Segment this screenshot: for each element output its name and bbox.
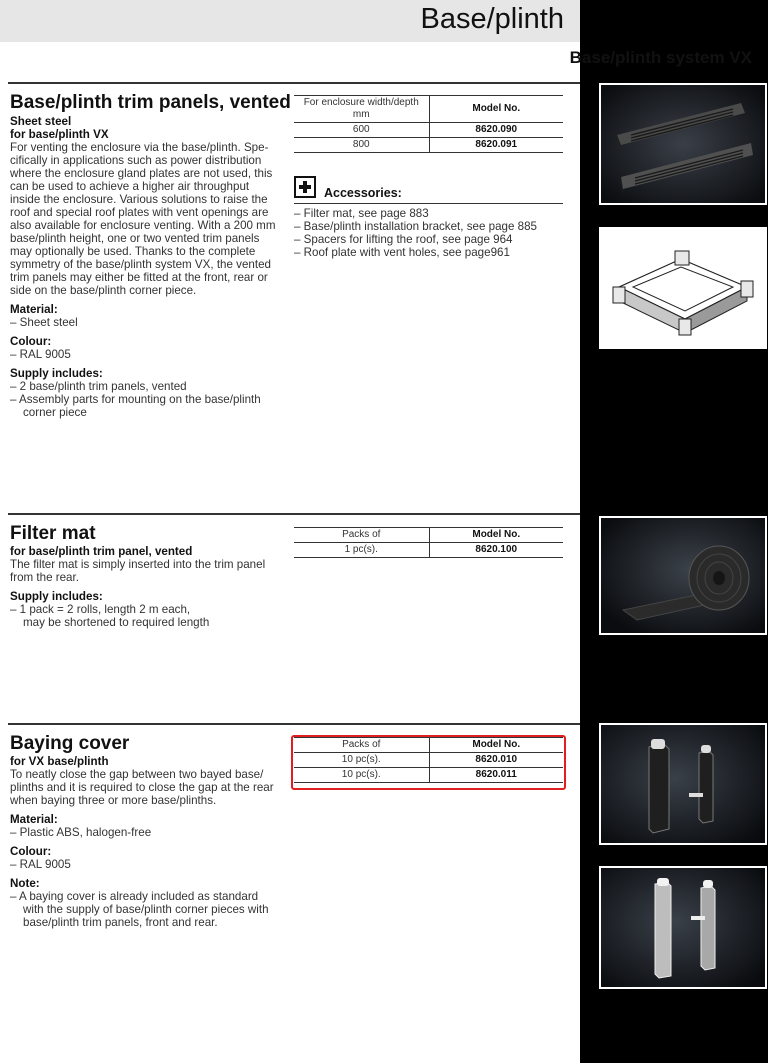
- table-cell-size: 800: [294, 138, 429, 153]
- filter-mat-roll-photo: [599, 516, 767, 635]
- colour-value: – RAL 9005: [10, 348, 71, 361]
- accessories-header: [294, 176, 563, 204]
- baying-cover-grey-photo: [599, 866, 767, 989]
- trim-panels-desc-1: cifically in applications such as power distribution: [10, 154, 262, 167]
- table-cell-model: 8620.011: [429, 768, 563, 783]
- colour-label: Colour:: [10, 335, 52, 348]
- colour-value: – RAL 9005: [10, 858, 71, 871]
- supply-label: Supply includes:: [10, 367, 103, 380]
- accessory-item: – Roof plate with vent holes, see page961: [294, 246, 510, 259]
- trim-panels-desc-5: roof and special roof plates with vent openings are: [10, 206, 269, 219]
- trim-panels-subtitle1: Sheet steel: [10, 115, 72, 128]
- accessories-title: Accessories:: [324, 186, 402, 200]
- plus-icon: [294, 176, 316, 198]
- section-divider: [8, 82, 580, 84]
- supply-item: – Assembly parts for mounting on the base/plinth: [10, 393, 261, 406]
- accessory-item: – Filter mat, see page 883: [294, 207, 429, 220]
- material-label: Material:: [10, 303, 58, 316]
- table-cell-packs: 1 pc(s).: [294, 543, 429, 558]
- note-item-cont: base/plinth trim panels, front and rear.: [23, 916, 218, 929]
- table-header-row: [294, 96, 563, 123]
- filter-mat-title: Filter mat: [10, 523, 96, 544]
- table-cell-model: 8620.090: [429, 123, 563, 138]
- filter-mat-subtitle: for base/plinth trim panel, vented: [10, 545, 193, 558]
- header-size-line1: For enclosure width/depth: [303, 97, 419, 108]
- selection-highlight: [291, 735, 566, 790]
- trim-panels-desc-6: also available for enclosure venting. With a 200 mm: [10, 219, 276, 232]
- trim-panels-text: [10, 115, 280, 419]
- table-cell-model: 8620.100: [429, 543, 563, 558]
- material-value: – Plastic ABS, halogen-free: [10, 826, 152, 839]
- trim-panels-subtitle2: for base/plinth VX: [10, 128, 109, 141]
- baying-cover-black-photo: [599, 723, 767, 845]
- table-header-model: Model No.: [429, 528, 563, 543]
- supply-label: Supply includes:: [10, 590, 103, 603]
- baying-cover-title: Baying cover: [10, 733, 130, 754]
- section-divider: [8, 513, 580, 515]
- header-band: [0, 0, 580, 42]
- baying-cover-subtitle: for VX base/plinth: [10, 755, 109, 768]
- note-item-cont: with the supply of base/plinth corner pieces with: [23, 903, 269, 916]
- table-header-size: [294, 96, 429, 123]
- table-header-packs: Packs of: [294, 528, 429, 543]
- trim-panels-desc-11: side on the base/plinth corner piece.: [10, 284, 197, 297]
- accessories-list: [294, 207, 569, 259]
- trim-panels-desc-4: inside the enclosure. Various solutions to raise the: [10, 193, 268, 206]
- colour-label: Colour:: [10, 845, 52, 858]
- vented-trim-panels-photo: [599, 83, 767, 205]
- supply-item: – 1 pack = 2 rolls, length 2 m each,: [10, 603, 191, 616]
- table-cell-model: 8620.091: [429, 138, 563, 153]
- note-label: Note:: [10, 877, 40, 890]
- accessory-item: – Spacers for lifting the roof, see page 964: [294, 233, 513, 246]
- supply-item-cont: corner piece: [23, 406, 87, 419]
- baying-cover-desc-0: To neatly close the gap between two bayed base/: [10, 768, 264, 781]
- note-item: – A baying cover is already included as standard: [10, 890, 259, 903]
- filter-mat-table: [294, 527, 563, 558]
- table-header-model: Model No.: [429, 96, 563, 123]
- table-cell-packs: 10 pc(s).: [294, 753, 429, 768]
- trim-panels-desc-3: can be used to achieve a higher air throughput: [10, 180, 250, 193]
- trim-panels-desc-0: For venting the enclosure via the base/plinth. Spe-: [10, 141, 269, 154]
- section-divider: [8, 723, 580, 725]
- accessory-item: – Base/plinth installation bracket, see page 885: [294, 220, 537, 233]
- plinth-frame-drawing: [599, 227, 767, 349]
- header-size-line2: mm: [352, 109, 370, 120]
- baying-cover-text: [10, 755, 280, 929]
- filter-mat-text: [10, 545, 280, 629]
- supply-item: – 2 base/plinth trim panels, vented: [10, 380, 187, 393]
- trim-panels-desc-2: where the enclosure gland plates are not used, this: [10, 167, 273, 180]
- supply-item-cont: may be shortened to required length: [23, 616, 210, 629]
- table-row: [294, 138, 563, 153]
- table-header-row: [294, 528, 563, 543]
- table-cell-model: 8620.010: [429, 753, 563, 768]
- page-title: Base/plinth: [420, 3, 564, 35]
- table-header-packs: Packs of: [294, 738, 429, 753]
- trim-panels-title: Base/plinth trim panels, vented: [10, 92, 291, 113]
- baying-cover-desc-2: when baying three or more base/plinths.: [10, 794, 217, 807]
- trim-panels-desc-10: trim panels may either be fitted at the front, rear or: [10, 271, 268, 284]
- trim-panels-desc-8: may optionally be used. Thanks to the complete: [10, 245, 256, 258]
- material-label: Material:: [10, 813, 58, 826]
- table-row: [294, 543, 563, 558]
- filter-mat-desc-1: from the rear.: [10, 571, 79, 584]
- trim-panels-desc-9: symmetry of the base/plinth system VX, the vented: [10, 258, 271, 271]
- table-cell-size: 600: [294, 123, 429, 138]
- filter-mat-desc-0: The filter mat is simply inserted into the trim panel: [10, 558, 266, 571]
- page-subtitle: Base/plinth system VX: [569, 48, 752, 67]
- trim-panels-table: [294, 95, 563, 153]
- table-header-model: Model No.: [429, 738, 563, 753]
- material-value: – Sheet steel: [10, 316, 78, 329]
- table-cell-packs: 10 pc(s).: [294, 768, 429, 783]
- baying-cover-desc-1: plinths and it is required to close the gap at the rear: [10, 781, 274, 794]
- trim-panels-desc-7: base/plinth height, one or two vented trim panels: [10, 232, 260, 245]
- table-row: [294, 123, 563, 138]
